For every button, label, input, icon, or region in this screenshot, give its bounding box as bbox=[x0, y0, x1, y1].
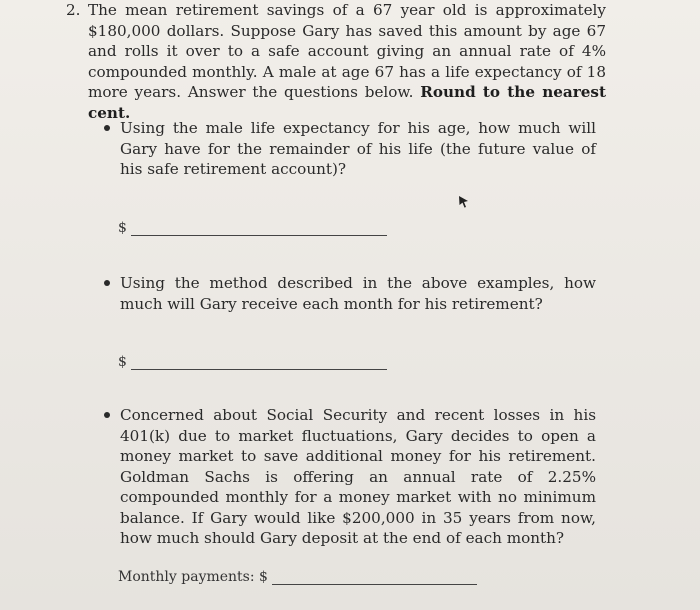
problem-statement bbox=[66, 0, 606, 123]
answer-2-blank[interactable] bbox=[131, 355, 387, 370]
question-3 bbox=[104, 405, 596, 549]
answer-3-prefix: Monthly payments: $ bbox=[118, 569, 268, 585]
question-2 bbox=[104, 273, 596, 314]
answer-2-prefix: $ bbox=[118, 354, 127, 370]
problem-number: 2. bbox=[66, 1, 81, 19]
answer-1-prefix: $ bbox=[118, 220, 127, 236]
problem-intro-text: The mean retirement savings of a 67 year old is approximately $180,000 dollars. Suppose Gary has saved this amount by age 67 and rolls it over to a safe account giving an annual rate of 4% compounded monthly. A male at age 67 has a life expectancy of 18 more years. Answer the questions below. bbox=[88, 1, 606, 101]
answer-3-blank[interactable] bbox=[272, 570, 477, 585]
answer-3 bbox=[118, 569, 477, 585]
question-2-text: Using the method described in the above examples, how much will Gary receive each month for his retirement? bbox=[120, 274, 596, 313]
answer-2 bbox=[118, 354, 387, 370]
answer-1 bbox=[118, 220, 387, 236]
answer-1-blank[interactable] bbox=[131, 221, 387, 236]
rounding-instruction: Round to the nearest cent. bbox=[88, 83, 606, 122]
mouse-pointer-icon bbox=[458, 195, 470, 209]
question-1 bbox=[104, 118, 596, 180]
question-3-text: Concerned about Social Security and recent losses in his 401(k) due to market fluctuations, Gary decides to open a money market to save additional money for his retirement. Goldman Sachs is offering an annual rate of 2.25% compounded monthly for a money market with no minimum balance. If Gary would like $200,000 in 35 years from now, how much should Gary deposit at the end of each month? bbox=[120, 406, 596, 547]
bullet-icon bbox=[104, 125, 110, 131]
problem-intro bbox=[88, 0, 606, 123]
bullet-icon bbox=[104, 280, 110, 286]
bullet-icon bbox=[104, 412, 110, 418]
question-1-text: Using the male life expectancy for his age, how much will Gary have for the remainder of his life (the future value of his safe retirement account)? bbox=[120, 119, 596, 178]
